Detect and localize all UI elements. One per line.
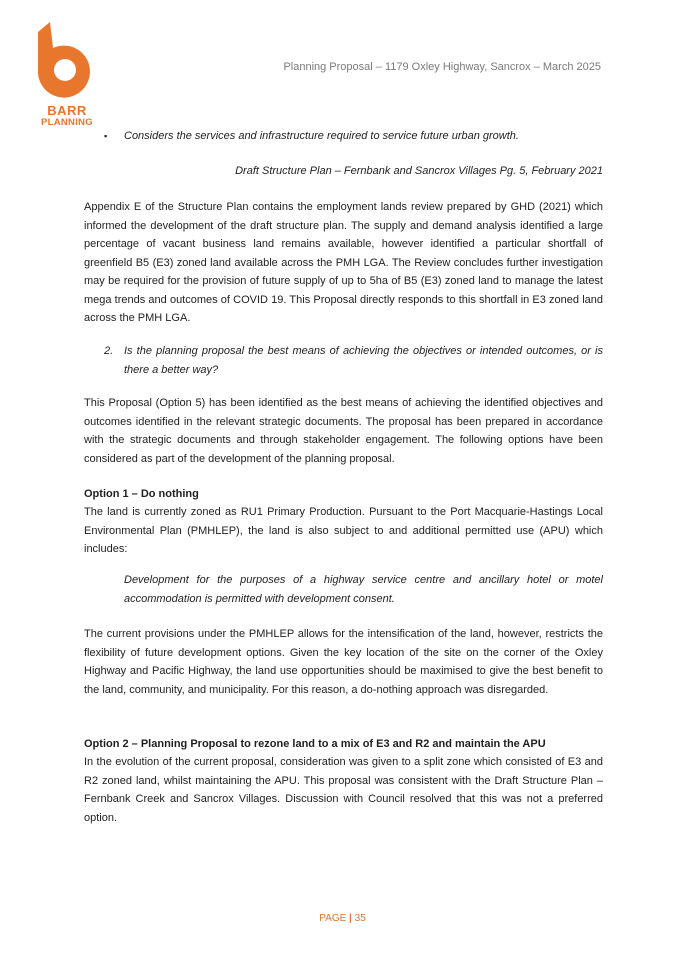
heading-option-2: Option 2 – Planning Proposal to rezone land to a mix of E3 and R2 and maintain the APU <box>84 738 546 750</box>
paragraph-option-2: In the evolution of the current proposal, consideration was given to a split zone which consisted of E3 and R2 zoned land, whilst maintaining the APU. This proposal was consistent with the Draft Structure Plan – Fernbank Creek and Sancrox Villages. Discussion with Council resolved that this was not a preferred option. <box>84 756 603 824</box>
paragraph-option-1-assessment: The current provisions under the PMHLEP allows for the intensification of the land, however, restricts the flexibility of future development options. Given the key location of the site on the corner of the Oxley Highway and Pacific Highway, the land use opportunities should be maximised to give the best benefit to the land, community, and municipality. For this reason, a do-nothing approach was disregarded. <box>84 628 603 696</box>
paragraph-appendix-e: Appendix E of the Structure Plan contains the employment lands review prepared by GHD (2021) which informed the development of the draft structure plan. The supply and demand analysis identified a large percentage of vacant business land remains available, however identified a particular shortfall of greenfield B5 (E3) zoned land available across the PMH LGA. The Review concludes further investigation may be required for the provision of future supply of up to 5ha of B5 (E3) zoned land to manage the latest mega trends and outcomes of COVID 19. This Proposal directly responds to this shortfall in E3 zoned land across the PMH LGA. <box>84 201 603 324</box>
quote-permitted-use: Development for the purposes of a highway service centre and ancillary hotel or motel accommodation is permitted with development consent. <box>124 574 603 605</box>
page-separator: | <box>349 913 352 924</box>
bullet-item-services: Considers the services and infrastructure required to service future urban growth. <box>124 130 519 142</box>
heading-option-1: Option 1 – Do nothing <box>84 488 199 500</box>
paragraph-option-1-zoning: The land is currently zoned as RU1 Primary Production. Pursuant to the Port Macquarie-Hastings Local Environmental Plan (PMHLEP), the land is also subject to and additional permitted use (APU) which includes: <box>84 506 603 555</box>
citation-structure-plan: Draft Structure Plan – Fernbank and Sancrox Villages Pg. 5, February 2021 <box>235 165 603 177</box>
bullet-marker: ▪ <box>104 131 108 141</box>
question-best-means: Is the planning proposal the best means of achieving the objectives or intended outcomes, or is there a better way? <box>124 345 603 376</box>
page-footer <box>0 913 685 924</box>
barr-planning-logo <box>32 20 102 130</box>
logo-barr-text: BARR <box>47 103 87 118</box>
page-number: 35 <box>354 913 366 924</box>
logo-b-icon <box>32 20 102 104</box>
paragraph-option-5: This Proposal (Option 5) has been identified as the best means of achieving the identified objectives and outcomes identified in the relevant strategic documents. The proposal has been prepared in accordance with the strategic documents and through stakeholder engagement. The following options have been considered as part of the development of the planning proposal. <box>84 397 603 465</box>
logo-planning-text: PLANNING <box>40 117 93 128</box>
question-number: 2. <box>104 345 114 357</box>
page-label: PAGE <box>319 913 347 924</box>
header-title: Planning Proposal – 1179 Oxley Highway, Sancrox – March 2025 <box>283 61 601 73</box>
